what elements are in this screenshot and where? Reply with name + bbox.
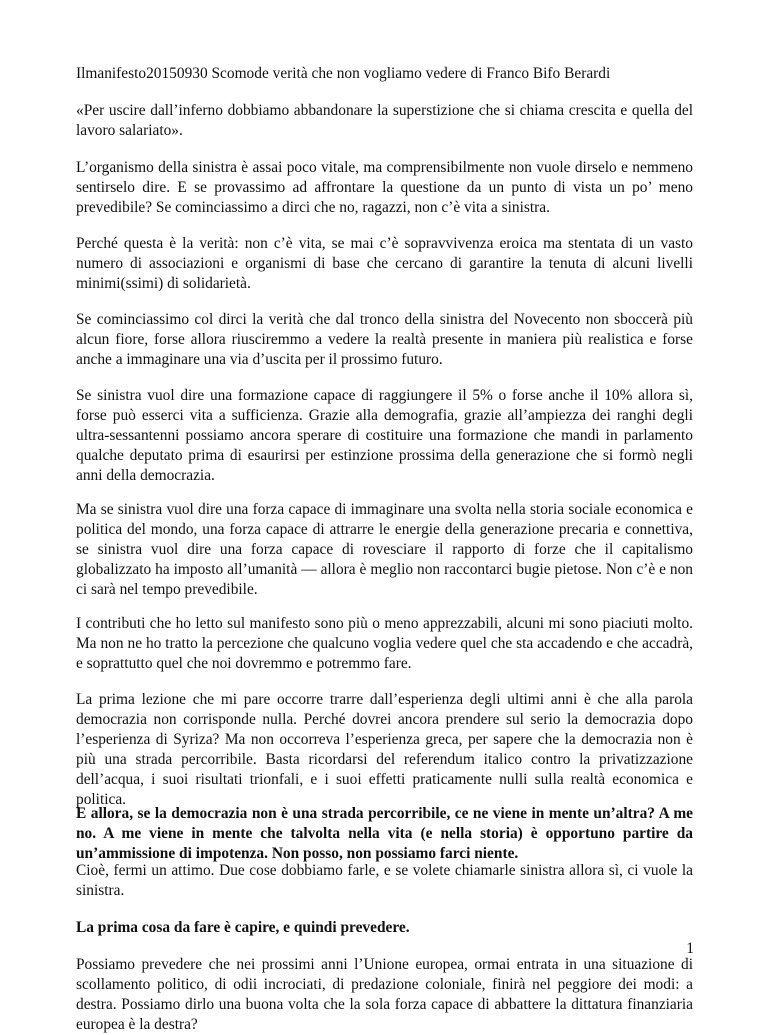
paragraph-bold-democrazia: E allora, se la democrazia non è una strada percorribile, ce ne viene in mente un’altra? A me no. A me viene in mente che talvolta nella vita (e nella storia) è opportuno partire da un’ammissione di impotenza. Non posso, non possiamo farci niente. (76, 805, 693, 862)
paragraph-10: Cioè, fermi un attimo. Due cose dobbiamo farle, e se volete chiamarle sinistra allora sì, ci vuole la sinistra. (76, 862, 693, 899)
paragraph-quote: «Per uscire dall’inferno dobbiamo abbandonare la superstizione che si chiama crescita e quella del lavoro salariato». (76, 102, 693, 139)
document-title: Ilmanifesto20150930 Scomode verità che non vogliamo vedere di Franco Bifo Berardi (76, 65, 611, 82)
paragraph-6: Ma se sinistra vuol dire una forza capace di immaginare una svolta nella storia sociale economica e politica del mondo, una forza capace di attrarre le energie della generazione precaria e connettiva, se sinistra vuol dire una forza capace di rovesciare il rapporto di forze che il capitalismo globalizzato ha imposto all’umanità — allora è meglio non raccontarci bugie pietose. Non c’è e non ci sarà nel tempo prevedibile. (76, 501, 693, 598)
paragraph-2: L’organismo della sinistra è assai poco vitale, ma comprensibilmente non vuole dirselo e nemmeno sentirselo dire. E se provassimo ad affrontare la questione da un punto di vista un po’ meno prevedibile? Se cominciassimo a dirci che no, ragazzi, non c’è vita a sinistra. (76, 159, 693, 216)
paragraph-bold-prima-cosa: La prima cosa da fare è capire, e quindi prevedere. (76, 919, 410, 936)
paragraph-8: La prima lezione che mi pare occorre trarre dall’esperienza degli ultimi anni è che alla parola democrazia non corrisponde nulla. Perché dovrei ancora prendere sul serio la democrazia dopo l’esperienza di Syriza? Ma non occorreva l’esperienza greca, per sapere che la democrazia non è più una strada percorribile. Basta ricordarsi del referendum italico contro la privatizzazione dell’acqua, i suoi risultati trionfali, e i suoi effetti praticamente nulli sulla realtà economica e politica. (76, 691, 693, 808)
paragraph-3: Perché questa è la verità: non c’è vita, se mai c’è sopravvivenza eroica ma stentata di un vasto numero di associazioni e organismi di base che cercano di garantire la tenuta di alcuni livelli minimi(ssimi) di solidarietà. (76, 235, 693, 292)
paragraph-7: I contributi che ho letto sul manifesto sono più o meno apprezzabili, alcuni mi sono piaciuti molto. Ma non ne ho tratto la percezione che qualcuno voglia vedere quel che sta accadendo e che accadrà, e soprattutto quel che noi dovremmo e potremmo fare. (76, 615, 693, 672)
paragraph-5: Se sinistra vuol dire una formazione capace di raggiungere il 5% o forse anche il 10% allora sì, forse può esserci vita a sufficienza. Grazie alla demografia, grazie all’ampiezza dei ranghi degli ultra-sessantenni possiamo ancora sperare di costituire una formazione che mandi in parlamento qualche deputato prima di esaurirsi per estinzione prossima della generazione che si formò negli anni della democrazia. (76, 387, 693, 484)
paragraph-12: Possiamo prevedere che nei prossimi anni l’Unione europea, ormai entrata in una situazione di scollamento politico, di odii incrociati, di predazione coloniale, finirà nel peggiore dei modi: a destra. Possiamo dirlo una buona volta che la sola forza capace di abbattere la dittatura finanziaria europea è la destra? (76, 956, 693, 1033)
paragraph-4: Se cominciassimo col dirci la verità che dal tronco della sinistra del Novecento non sboccerà più alcun fiore, forse allora riusciremmo a vedere la realtà presente in maniera più realistica e forse anche a immaginare una via d’uscita per il prossimo futuro. (76, 311, 693, 368)
page-number: 1 (686, 940, 694, 957)
